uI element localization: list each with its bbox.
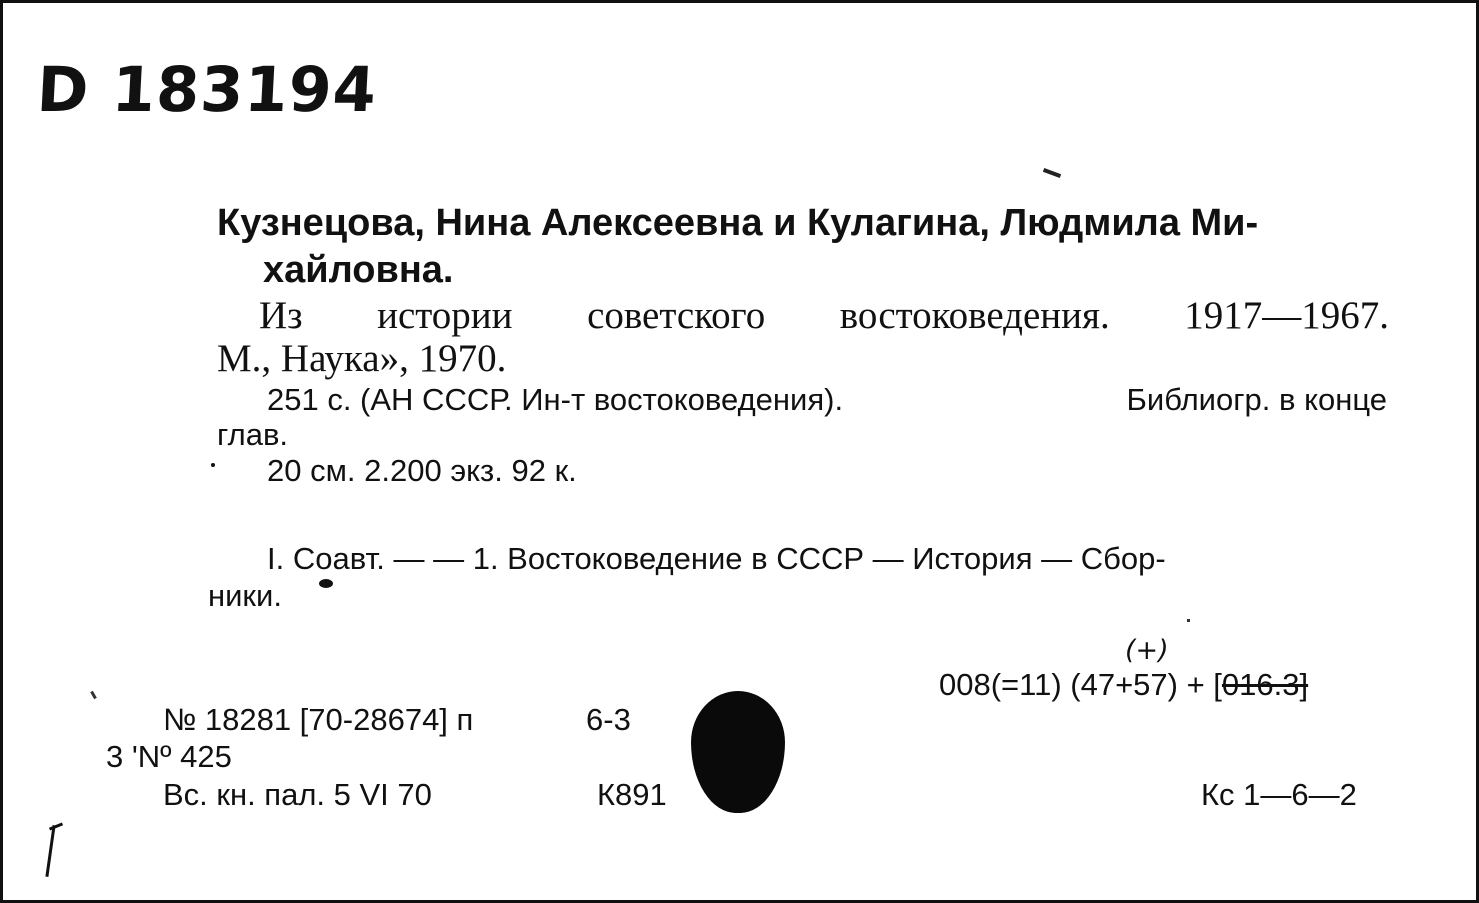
title-line-2: М., Наука», 1970. xyxy=(217,337,507,380)
subject-tracing-line-1: I. Соавт. — — 1. Востоковедение в СССР — История — Сбор- xyxy=(267,541,1166,576)
udc-code-main: 008(=11) (47+57) + [ xyxy=(939,667,1222,702)
pencil-mark xyxy=(45,825,55,877)
handwritten-annotation: (+) xyxy=(1125,635,1169,666)
pencil-mark-hook xyxy=(49,822,63,830)
udc-code-struck: 016.3] xyxy=(1221,667,1309,702)
title-word: Из xyxy=(259,294,303,337)
title-word: истории xyxy=(377,294,513,337)
classification-code-1: 6-3 xyxy=(586,702,631,737)
classification-code: Кс 1—6—2 xyxy=(1201,777,1357,812)
author-mark-code: К891 xyxy=(597,777,667,812)
accession-line-1: № 18281 [70-28674] п xyxy=(163,702,474,737)
title-line-1 xyxy=(259,293,1389,338)
ink-dot xyxy=(211,463,215,467)
physical-description-left: 251 с. (АН СССР. Ин-т востоковедения). xyxy=(267,382,844,417)
ink-speck xyxy=(1187,619,1190,622)
title-word: востоковедения. xyxy=(839,294,1110,337)
author-line-1: Кузнецова, Нина Алексеевна и Кулагина, Людмила Ми- xyxy=(217,202,1259,244)
ink-mark xyxy=(1043,168,1061,178)
physical-description-line-2: глав. xyxy=(217,417,289,452)
title-word: советского xyxy=(587,294,766,337)
physical-description-line-1 xyxy=(267,382,1387,418)
title-word: 1917—1967. xyxy=(1184,294,1389,337)
punch-hole-ink-blot-tail xyxy=(721,793,755,813)
margin-mark xyxy=(90,691,97,699)
bibliography-note: Библиогр. в конце xyxy=(1126,382,1387,417)
accession-line-3: Вс. кн. пал. 5 VI 70 xyxy=(163,777,432,812)
handwritten-call-number: D 183194 xyxy=(35,53,379,126)
subject-tracing-line-2: ники. xyxy=(208,578,282,613)
ink-spot xyxy=(319,579,333,588)
udc-code xyxy=(939,667,1308,703)
physical-description-line-3: 20 см. 2.200 экз. 92 к. xyxy=(267,453,577,488)
author-line-2: хайловна. xyxy=(263,249,454,291)
accession-line-2: 3 'Nº 425 xyxy=(106,739,232,774)
